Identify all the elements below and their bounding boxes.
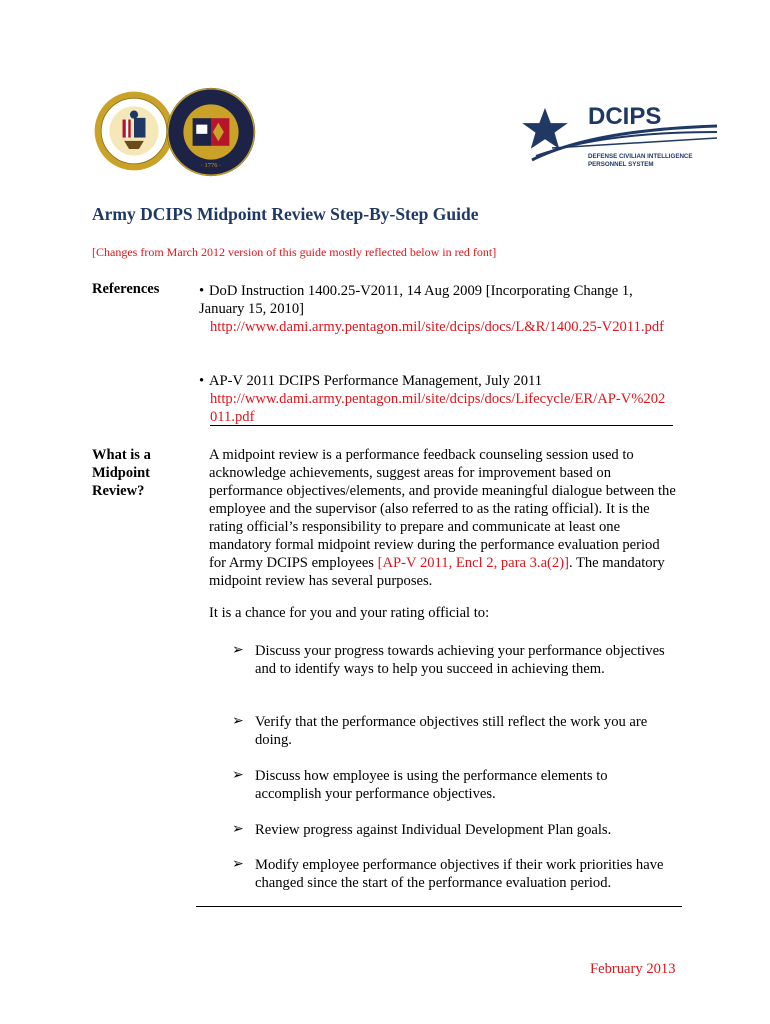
- section-divider: [210, 425, 673, 426]
- midpoint-label: What is a Midpoint Review?: [92, 447, 151, 499]
- arrow-bullet-icon: ➢: [232, 643, 244, 658]
- list-item: [232, 767, 672, 803]
- midpoint-definition-paragraph: [209, 446, 677, 590]
- purpose-intro: It is a chance for you and your rating official to:: [209, 605, 490, 621]
- army-intelligence-seal-logo: [165, 86, 257, 178]
- list-item: [232, 713, 672, 749]
- definition-text-end: . The mandatory midpoint review has several purposes.: [209, 555, 665, 589]
- reference-link[interactable]: http://www.dami.army.pentagon.mil/site/dcips/docs/L&R/1400.25-V2011.pdf: [210, 319, 664, 335]
- army-seal-logo: [93, 90, 175, 172]
- arrow-bullet-icon: ➢: [232, 714, 244, 729]
- list-item-text: Verify that the performance objectives still reflect the work you are doing.: [255, 714, 648, 748]
- list-item: [232, 821, 672, 839]
- definition-text: A midpoint review is a performance feedback counseling session used to acknowledge achievements, suggest areas for improvement based on performance objectives/elements, and provide meaningful dialogue between the employee and the supervisor (also referred to as the rating official). It is the rating official’s responsibility to prepare and communicate at least one mandatory formal midpoint review during the performance evaluation period for Army DCIPS employees: [209, 447, 676, 571]
- list-item-text: Modify employee performance objectives if their work priorities have changed since the start of the performance evaluation period.: [255, 857, 664, 891]
- arrow-bullet-icon: ➢: [232, 822, 244, 837]
- list-item: [232, 856, 672, 892]
- svg-text:· 1776 ·: · 1776 ·: [200, 161, 222, 169]
- dcips-logo: [522, 100, 722, 180]
- reference-text: DoD Instruction 1400.25-V2011, 14 Aug 2009 [Incorporating Change 1, January 15, 2010]: [199, 283, 633, 317]
- footer-date: February 2013: [590, 961, 676, 977]
- bullet-icon: •: [199, 283, 205, 299]
- list-item-text: Discuss your progress towards achieving your performance objectives and to identify ways to help you succeed in achieving them.: [255, 643, 665, 677]
- reference-link[interactable]: http://www.dami.army.pentagon.mil/site/dcips/docs/Lifecycle/ER/AP-V%202011.pdf: [210, 391, 666, 425]
- reference-item: [199, 372, 669, 426]
- list-item-text: Review progress against Individual Development Plan goals.: [255, 822, 612, 838]
- arrow-bullet-icon: ➢: [232, 768, 244, 783]
- list-item-text: Discuss how employee is using the performance elements to accomplish your performance objectives.: [255, 768, 608, 802]
- dcips-subtitle-line2: PERSONNEL SYSTEM: [588, 161, 654, 168]
- references-label: References: [92, 281, 160, 297]
- bullet-icon: •: [199, 373, 205, 389]
- document-title: Army DCIPS Midpoint Review Step-By-Step Guide: [92, 204, 479, 224]
- definition-reference: [AP-V 2011, Encl 2, para 3.a(2)]: [377, 555, 569, 571]
- footer-divider: [196, 906, 682, 907]
- dcips-subtitle-line1: DEFENSE CIVILIAN INTELLIGENCE: [588, 153, 693, 160]
- arrow-bullet-icon: ➢: [232, 857, 244, 872]
- reference-item: [199, 282, 669, 336]
- list-item: [232, 642, 672, 678]
- reference-text: AP-V 2011 DCIPS Performance Management, July 2011: [209, 373, 543, 389]
- changes-note: [Changes from March 2012 version of this guide mostly reflected below in red font]: [92, 245, 497, 259]
- dcips-wordmark: DCIPS: [588, 103, 662, 130]
